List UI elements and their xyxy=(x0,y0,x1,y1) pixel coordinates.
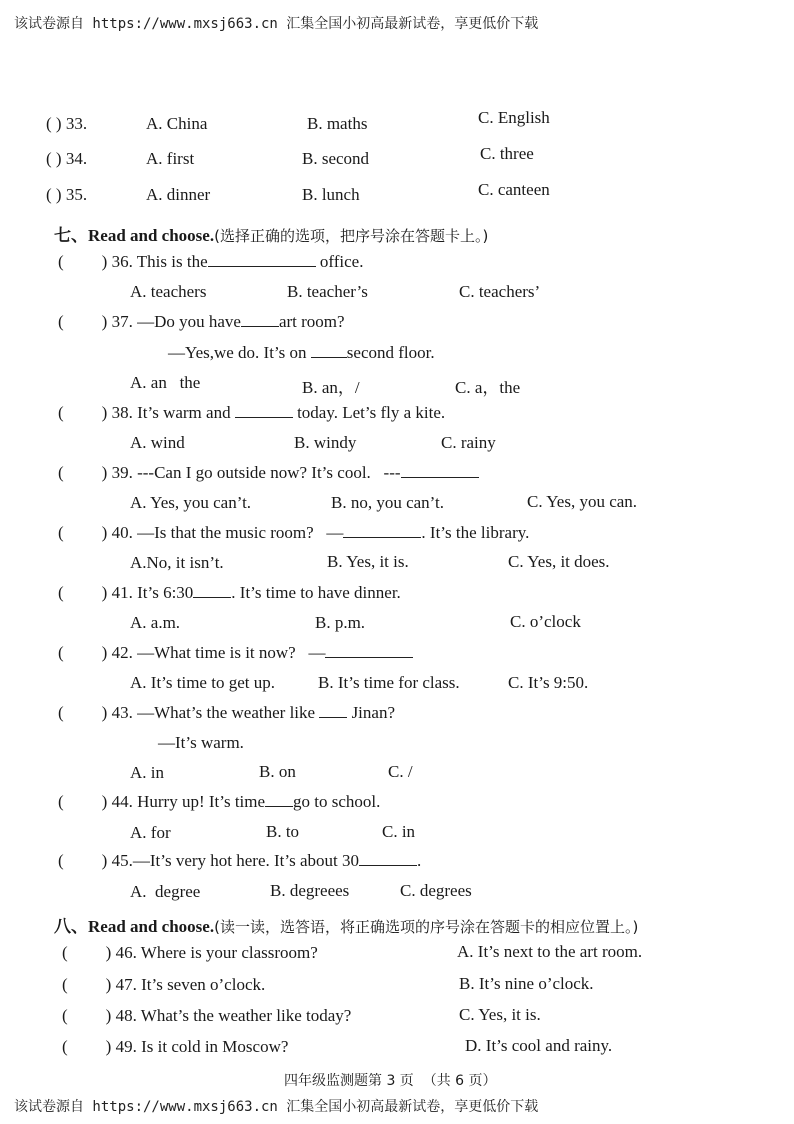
q33-option-c: C. English xyxy=(478,108,550,127)
q48-question: What’s the weather like today? xyxy=(140,1006,352,1025)
q33-option-a: A. China xyxy=(146,114,208,133)
page-footer: 四年级监测题第 3 页 （共 6 页） xyxy=(284,1073,497,1089)
q37-option-c: C. a，the xyxy=(455,378,521,397)
q46-number: 46. xyxy=(115,943,137,962)
q43-option-b: B. on xyxy=(259,762,296,781)
q40-option-a: A.No, it isn’t. xyxy=(130,553,224,572)
q39-option-a: A. Yes, you can’t. xyxy=(130,493,252,512)
header-banner: 该试卷源自 https://www.mxsj663.cn 汇集全国小初高最新试卷，享更低价下载 xyxy=(14,16,539,32)
q38-option-c: C. rainy xyxy=(441,433,496,452)
q45-option-a: A. degree xyxy=(130,882,201,901)
q37-stem: —Do you have xyxy=(137,312,241,331)
q35-option-a: A. dinner xyxy=(146,185,211,204)
section7-title: 七、Read and choose. xyxy=(54,226,215,245)
q36-option-c: C. teachers’ xyxy=(459,282,541,301)
q43-stem: —What’s the weather like xyxy=(137,703,316,722)
q39-option-b: B. no, you can’t. xyxy=(331,493,445,512)
q36-option-b: B. teacher’s xyxy=(287,282,368,301)
q40-line: ( ) 40. —Is that the music room? — . It’s the library. xyxy=(58,523,530,542)
q49-question: Is it cold in Moscow? xyxy=(141,1037,289,1056)
q41-line: ( ) 41. It’s 6:30 . It’s time to have dinner. xyxy=(58,583,401,602)
q41-blank[interactable] xyxy=(193,583,231,598)
q36-blank[interactable] xyxy=(208,252,316,267)
q44-blank[interactable] xyxy=(265,792,293,807)
q37-option-b: B. an，/ xyxy=(302,378,360,397)
q33-option-b: B. maths xyxy=(307,114,368,133)
q46-line: ( ) 46. Where is your classroom? xyxy=(62,943,318,962)
q38-stem: It’s warm and xyxy=(137,403,231,422)
q44-option-b: B. to xyxy=(266,822,300,841)
q45-blank[interactable] xyxy=(359,851,417,866)
q45-stem-end: . xyxy=(417,851,422,870)
q38-option-a: A. wind xyxy=(130,433,185,452)
q36-stem-end: office. xyxy=(319,252,364,271)
q43-blank[interactable] xyxy=(319,703,347,718)
q48-line: ( ) 48. What’s the weather like today? xyxy=(62,1006,352,1025)
q44-line: ( ) 44. Hurry up! It’s time go to school. xyxy=(58,792,381,811)
q44-stem-end: go to school. xyxy=(293,792,381,811)
q41-option-b: B. p.m. xyxy=(315,613,366,632)
q41-option-c: C. o’clock xyxy=(510,612,581,631)
q38-number: 38. xyxy=(111,403,133,422)
q34-option-a: A. first xyxy=(146,149,195,168)
q37-blank-2[interactable] xyxy=(311,343,347,358)
q39-blank[interactable] xyxy=(401,463,479,478)
q43-option-a: A. in xyxy=(130,763,164,782)
q37-stem-end: art room? xyxy=(278,312,345,331)
q42-option-c: C. It’s 9:50. xyxy=(508,673,589,692)
q45-line: ( ) 45.—It’s very hot here. It’s about 30 . xyxy=(58,851,422,870)
section8-instruction: (读一读，选答语，将正确选项的序号涂在答题卡的相应位置上。) xyxy=(214,918,639,936)
q40-stem: —Is that the music room? — xyxy=(137,523,344,542)
q41-stem: It’s 6:30 xyxy=(137,583,194,602)
q47-number: 47. xyxy=(115,975,137,994)
answer-a: A. It’s next to the art room. xyxy=(457,942,643,961)
q46-question: Where is your classroom? xyxy=(140,943,318,962)
q42-number: 42. xyxy=(111,643,133,662)
q43-reply: —It’s warm. xyxy=(158,733,244,752)
q36-option-a: A. teachers xyxy=(130,282,207,301)
q37-reply: —Yes,we do. It’s on xyxy=(168,343,307,362)
q34-option-b: B. second xyxy=(302,149,370,168)
q38-blank[interactable] xyxy=(235,403,293,418)
q42-stem: —What time is it now? — xyxy=(137,643,326,662)
q43-number: 43. xyxy=(111,703,133,722)
section8-heading xyxy=(54,912,638,937)
answer-d: D. It’s cool and rainy. xyxy=(465,1036,613,1055)
answer-c: C. Yes, it is. xyxy=(459,1005,541,1024)
q36-stem: This is the xyxy=(136,252,208,271)
q42-line: ( ) 42. —What time is it now? — xyxy=(58,643,413,663)
q49-line: ( ) 49. Is it cold in Moscow? xyxy=(62,1037,289,1056)
q39-line: ( ) 39. ---Can I go outside now? It’s cool. --- xyxy=(58,463,479,483)
q36-number: 36. xyxy=(111,252,133,271)
q42-option-a: A. It’s time to get up. xyxy=(130,673,275,692)
q37-number: 37. xyxy=(111,312,133,331)
q48-number: 48. xyxy=(115,1006,137,1025)
q45-option-c: C. degrees xyxy=(400,881,472,900)
q40-stem-end: . It’s the library. xyxy=(421,523,530,542)
q37-line2 xyxy=(168,343,435,363)
q35-option-c: C. canteen xyxy=(478,180,550,199)
q44-option-a: A. for xyxy=(130,823,171,842)
section7-instruction: (选择正确的选项，把序号涂在答题卡上。) xyxy=(214,227,489,245)
q44-number: 44. xyxy=(111,792,133,811)
q38-stem-end: today. Let’s fly a kite. xyxy=(297,403,446,422)
q37-option-a: A. an the xyxy=(130,373,201,392)
q39-option-c: C. Yes, you can. xyxy=(527,492,638,511)
q44-stem: Hurry up! It’s time xyxy=(137,792,266,811)
q42-blank[interactable] xyxy=(325,643,413,658)
q41-option-a: A. a.m. xyxy=(130,613,181,632)
q43-stem-end: Jinan? xyxy=(351,703,395,722)
section8-title: 八、Read and choose. xyxy=(54,917,215,936)
q45-number: 45. xyxy=(111,851,133,870)
q40-number: 40. xyxy=(111,523,133,542)
q40-option-b: B. Yes, it is. xyxy=(327,552,409,571)
q40-blank[interactable] xyxy=(343,523,421,538)
q35-number: ( ) 35. xyxy=(46,185,88,204)
q43-line1: ( ) 43. —What’s the weather like Jinan? xyxy=(58,703,395,722)
q38-line: ( ) 38. It’s warm and today. Let’s fly a kite. xyxy=(58,403,446,422)
q47-line: ( ) 47. It’s seven o’clock. xyxy=(62,975,266,994)
q34-option-c: C. three xyxy=(480,144,534,163)
q41-stem-end: . It’s time to have dinner. xyxy=(231,583,401,602)
q37-line1: ( ) 37. —Do you have art room? xyxy=(58,312,345,331)
q37-reply-end: second floor. xyxy=(346,343,435,362)
q39-stem: ---Can I go outside now? It’s cool. --- xyxy=(137,463,401,482)
q44-option-c: C. in xyxy=(382,822,416,841)
q38-option-b: B. windy xyxy=(294,433,357,452)
footer-banner: 该试卷源自 https://www.mxsj663.cn 汇集全国小初高最新试卷，享更低价下载 xyxy=(14,1099,539,1115)
q37-blank-1[interactable] xyxy=(241,312,279,327)
q35-option-b: B. lunch xyxy=(302,185,360,204)
q34-number: ( ) 34. xyxy=(46,149,88,168)
q47-question: It’s seven o’clock. xyxy=(141,975,266,994)
answer-b: B. It’s nine o’clock. xyxy=(459,974,594,993)
section7-heading xyxy=(54,221,488,246)
q49-number: 49. xyxy=(115,1037,137,1056)
q36-line: ( ) 36. This is the office. xyxy=(58,252,364,271)
q33-number: ( ) 33. xyxy=(46,114,88,133)
q40-option-c: C. Yes, it does. xyxy=(508,552,610,571)
q41-number: 41. xyxy=(111,583,133,602)
q45-option-b: B. degreees xyxy=(270,881,350,900)
q43-option-c: C. / xyxy=(388,762,413,781)
q42-option-b: B. It’s time for class. xyxy=(318,673,460,692)
q45-stem: —It’s very hot here. It’s about 30 xyxy=(132,851,359,870)
q39-number: 39. xyxy=(111,463,133,482)
